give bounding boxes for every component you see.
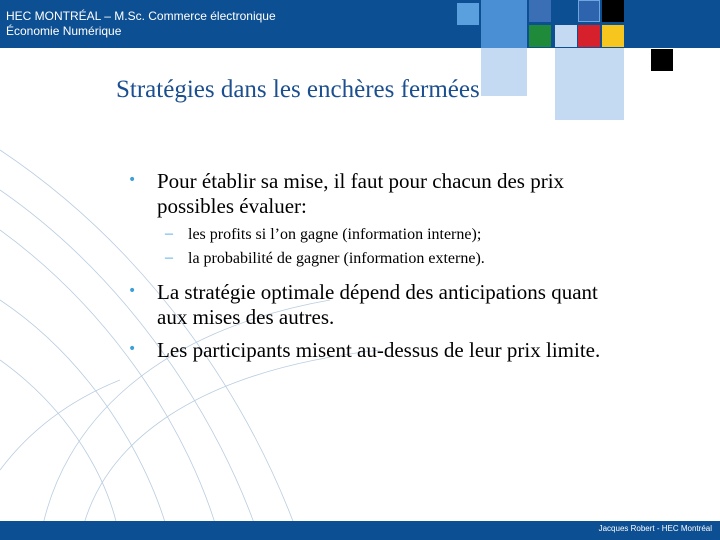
bullet-text: possibles évaluer: <box>157 194 307 218</box>
bullet-marker: • <box>128 172 137 188</box>
bullet-text: Les participants misent au-dessus de leur prix limite. <box>157 338 601 362</box>
footer-author: Jacques Robert - HEC Montréal <box>598 524 712 533</box>
bullet-marker: • <box>128 341 137 357</box>
sub-bullet-text: la probabilité de gagner (information externe). <box>188 250 485 267</box>
bullet-text: La stratégie optimale dépend des anticipations quant <box>157 280 598 304</box>
bullet-marker: • <box>128 283 137 299</box>
sub-bullet-marker: – <box>165 249 173 266</box>
bullet-text: Pour établir sa mise, il faut pour chacun des prix <box>157 169 565 193</box>
bullet-text: aux mises des autres. <box>157 305 335 329</box>
sub-bullet-marker: – <box>165 225 173 242</box>
header-subject: Économie Numérique <box>6 24 122 38</box>
header-course: HEC MONTRÉAL – M.Sc. Commerce électronique <box>6 9 276 23</box>
slide-title: Stratégies dans les enchères fermées <box>116 76 480 103</box>
sub-bullet-text: les profits si l’on gagne (information interne); <box>188 226 482 243</box>
